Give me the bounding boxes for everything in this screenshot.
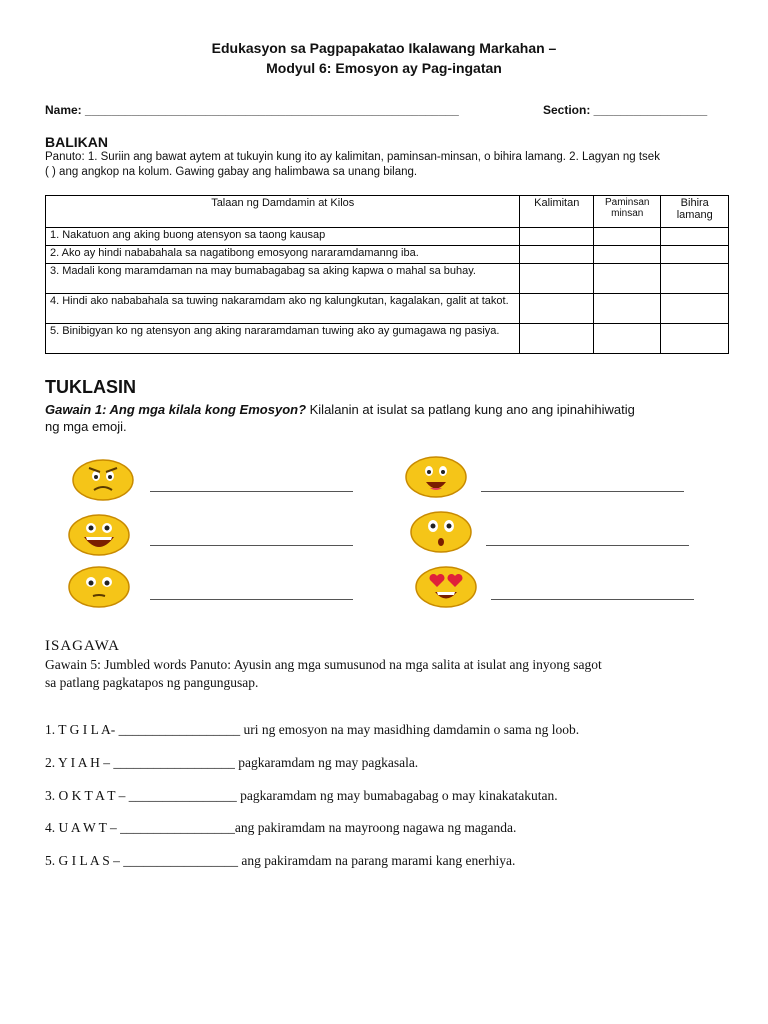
table-row-text: 5. Binibigyan ko ng atensyon ang aking nararamdaman tuwing ako ay gumagawa ng pasiya. [46,324,520,354]
checkbox-cell[interactable] [520,264,594,294]
table-header-row [46,196,729,228]
worried-emoji-icon [68,565,130,609]
jumbled-item-3[interactable]: 3. O K T A T – ________________ pagkaramdam ng may bumabagabag o may kinakatakutan. [45,788,558,803]
angry-emoji-icon [72,458,134,502]
checkbox-cell[interactable] [661,228,729,246]
checkbox-cell[interactable] [520,228,594,246]
table-header-feelings: Talaan ng Damdamin at Kilos [46,196,520,228]
jumbled-item-4[interactable]: 4. U A W T – _________________ang pakiramdam na mayroong nagawa ng maganda. [45,820,517,835]
laughing-emoji-icon [68,513,130,557]
section-field[interactable]: Section: _________________ [543,103,708,117]
happy-emoji-icon [405,455,467,499]
tuklasin-activity-line1 [45,402,635,417]
checkbox-cell[interactable] [594,228,661,246]
feelings-table [45,195,729,354]
answer-blank[interactable] [491,599,694,600]
tuklasin-heading: TUKLASIN [45,377,136,397]
checkbox-cell[interactable] [594,264,661,294]
activity-text: Kilalanin at isulat sa patlang kung ano ang ipinahihiwatig [306,402,635,417]
isagawa-heading: ISAGAWA [45,638,120,654]
tuklasin-activity-line2: ng mga emoji. [45,419,127,434]
table-row-text: 3. Madali kong maramdaman na may bumabagabag sa aking kapwa o mahal sa buhay. [46,264,520,294]
name-field[interactable]: Name: ________________________________________________________ [45,103,459,117]
balikan-heading: BALIKAN [45,134,108,150]
jumbled-item-2[interactable]: 2. Y I A H – __________________ pagkaramdam ng may pagkasala. [45,755,419,770]
balikan-instructions-line2: ( ) ang angkop na kolum. Gawing gabay ang halimbawa sa unang bilang. [45,166,418,178]
table-header-bihira: Bihira lamang [661,196,729,228]
heart-eyes-emoji-icon [415,565,477,609]
surprised-emoji-icon [410,510,472,554]
jumbled-item-5[interactable]: 5. G I L A S – _________________ ang pakiramdam na parang marami kang enerhiya. [45,853,516,868]
table-row-text: 4. Hindi ako nababahala sa tuwing nakaramdam ako ng kalungkutan, kagalakan, galit at takot. [46,294,520,324]
table-row [46,228,729,246]
document-title-line2: Modyul 6: Emosyon ay Pag-ingatan [266,60,502,76]
table-header-paminsan: Paminsan minsan [594,196,661,228]
checkbox-cell[interactable] [661,246,729,264]
isagawa-instructions-line2: sa patlang pagkatapos ng pangungusap. [45,675,259,690]
checkbox-cell[interactable] [520,324,594,354]
answer-blank[interactable] [150,491,353,492]
checkbox-cell[interactable] [594,324,661,354]
table-row-text: 2. Ako ay hindi nababahala sa nagatibong emosyong nararamdamanng iba. [46,246,520,264]
checkbox-cell[interactable] [594,294,661,324]
answer-blank[interactable] [486,545,689,546]
isagawa-instructions-line1: Gawain 5: Jumbled words Panuto: Ayusin ang mga sumusunod na mga salita at isulat ang inyong sagot [45,657,602,672]
checkbox-cell[interactable] [661,264,729,294]
table-row [46,294,729,324]
answer-blank[interactable] [481,491,684,492]
checkbox-cell[interactable] [661,324,729,354]
answer-blank[interactable] [150,545,353,546]
jumbled-item-1[interactable]: 1. T G I L A- __________________ uri ng emosyon na may masidhing damdamin o sama ng loob. [45,722,580,737]
checkbox-cell[interactable] [594,246,661,264]
checkbox-cell[interactable] [520,246,594,264]
balikan-instructions-line1: Panuto: 1. Suriin ang bawat aytem at tukuyin kung ito ay kalimitan, paminsan-minsan, o bihira lamang. 2. Lagyan ng tsek [45,151,660,163]
table-row [46,264,729,294]
answer-blank[interactable] [150,599,353,600]
table-row [46,246,729,264]
checkbox-cell[interactable] [520,294,594,324]
table-row [46,324,729,354]
checkbox-cell[interactable] [661,294,729,324]
document-title-line1: Edukasyon sa Pagpapakatao Ikalawang Markahan – [211,40,557,56]
table-header-kalimitan: Kalimitan [520,196,594,228]
table-row-text: 1. Nakatuon ang aking buong atensyon sa taong kausap [46,228,520,246]
activity-title: Gawain 1: Ang mga kilala kong Emosyon? [45,402,307,417]
